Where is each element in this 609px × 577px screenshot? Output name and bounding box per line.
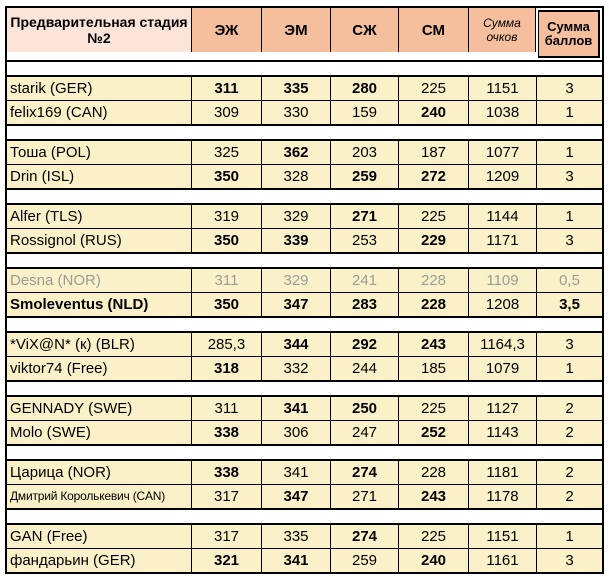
- match-balls: 3: [536, 229, 602, 252]
- score-ej: 350: [191, 293, 261, 316]
- total-points: 1164,3: [468, 333, 536, 356]
- score-em: 328: [261, 165, 330, 188]
- score-sm: 228: [398, 293, 468, 316]
- match-balls: 2: [536, 421, 602, 444]
- match-balls: 3: [536, 549, 602, 572]
- score-sm: 243: [398, 333, 468, 356]
- match-balls: 2: [536, 461, 602, 484]
- score-ej: 311: [191, 269, 261, 292]
- player-row: [7, 205, 602, 228]
- score-sm: 225: [398, 77, 468, 100]
- score-ej: 350: [191, 229, 261, 252]
- total-points: 1208: [468, 293, 536, 316]
- score-sm: 185: [398, 357, 468, 380]
- score-ej: 338: [191, 421, 261, 444]
- total-points: 1144: [468, 205, 536, 228]
- player-name: viktor74 (Free): [10, 360, 108, 377]
- table-header-row: [7, 6, 602, 62]
- score-sj: 259: [330, 165, 398, 188]
- player-name: felix169 (CAN): [10, 104, 108, 121]
- match-block: [7, 139, 602, 190]
- score-sj: 280: [330, 77, 398, 100]
- score-sm: 272: [398, 165, 468, 188]
- spacer: [7, 190, 602, 203]
- match-balls: 3,5: [536, 293, 602, 316]
- match-balls: 1: [536, 525, 602, 548]
- player-name: Drin (ISL): [10, 168, 75, 185]
- player-name: фандарьин (GER): [10, 552, 136, 569]
- player-row: [7, 397, 602, 420]
- score-sj: 159: [330, 101, 398, 124]
- score-sj: 250: [330, 397, 398, 420]
- match-balls: 1: [536, 141, 602, 164]
- player-row: [7, 548, 602, 572]
- stage-title: Предварительная стадия №2: [7, 8, 191, 52]
- player-name: GAN (Free): [10, 528, 88, 545]
- total-points: 1178: [468, 485, 536, 508]
- score-sm: 187: [398, 141, 468, 164]
- player-name: Alfer (TLS): [10, 208, 83, 225]
- score-ej: 350: [191, 165, 261, 188]
- total-points: 1161: [468, 549, 536, 572]
- player-row: [7, 484, 602, 508]
- score-em: 347: [261, 485, 330, 508]
- match-block: [7, 203, 602, 254]
- match-balls: 2: [536, 485, 602, 508]
- match-block: [7, 331, 602, 382]
- score-ej: 311: [191, 397, 261, 420]
- match-balls: 1: [536, 205, 602, 228]
- score-ej: 285,3: [191, 333, 261, 356]
- match-block: [7, 267, 602, 318]
- score-sm: 240: [398, 549, 468, 572]
- match-balls: 1: [536, 101, 602, 124]
- player-row: [7, 228, 602, 252]
- score-em: 335: [261, 77, 330, 100]
- player-name: Molo (SWE): [10, 424, 91, 441]
- score-sj: 253: [330, 229, 398, 252]
- match-block: [7, 523, 602, 574]
- score-sj: 274: [330, 525, 398, 548]
- column-header-sum-points: Сумма очков: [468, 8, 536, 52]
- total-points: 1209: [468, 165, 536, 188]
- score-em: 341: [261, 461, 330, 484]
- total-points: 1109: [468, 269, 536, 292]
- score-sj: 283: [330, 293, 398, 316]
- score-sm: 225: [398, 205, 468, 228]
- score-em: 362: [261, 141, 330, 164]
- match-balls: 3: [536, 165, 602, 188]
- player-row: [7, 269, 602, 292]
- column-header-ej: ЭЖ: [191, 8, 261, 52]
- player-name: Тоша (POL): [10, 144, 91, 161]
- match-balls: 0,5: [536, 269, 602, 292]
- player-name: Smoleventus (NLD): [10, 296, 149, 313]
- player-name: Rossignol (RUS): [10, 232, 122, 249]
- match-block: [7, 459, 602, 510]
- column-header-sj: СЖ: [330, 8, 398, 52]
- total-points: 1038: [468, 101, 536, 124]
- total-points: 1151: [468, 77, 536, 100]
- score-sm: 229: [398, 229, 468, 252]
- score-ej: 309: [191, 101, 261, 124]
- score-em: 329: [261, 205, 330, 228]
- score-ej: 317: [191, 525, 261, 548]
- player-row: [7, 420, 602, 444]
- player-row: [7, 525, 602, 548]
- player-name: starik (GER): [10, 80, 93, 97]
- score-sm: 252: [398, 421, 468, 444]
- total-points: 1181: [468, 461, 536, 484]
- score-ej: 319: [191, 205, 261, 228]
- spacer: [7, 446, 602, 459]
- score-sm: 228: [398, 269, 468, 292]
- spacer: [7, 318, 602, 331]
- match-balls: 3: [536, 77, 602, 100]
- player-row: [7, 333, 602, 356]
- spacer: [7, 382, 602, 395]
- total-points: 1077: [468, 141, 536, 164]
- player-name: Desna (NOR): [10, 272, 101, 289]
- score-em: 341: [261, 397, 330, 420]
- score-em: 332: [261, 357, 330, 380]
- column-header-sm: СМ: [398, 8, 468, 52]
- score-sm: 225: [398, 525, 468, 548]
- score-ej: 317: [191, 485, 261, 508]
- total-points: 1171: [468, 229, 536, 252]
- player-name: Дмитрий Королькевич (CAN): [10, 489, 166, 503]
- total-points: 1079: [468, 357, 536, 380]
- score-em: 341: [261, 549, 330, 572]
- score-sj: 292: [330, 333, 398, 356]
- score-sj: 271: [330, 205, 398, 228]
- score-sj: 203: [330, 141, 398, 164]
- column-header-sum-balls: Сумма баллов: [538, 10, 600, 58]
- match-block: [7, 395, 602, 446]
- score-em: 330: [261, 101, 330, 124]
- score-ej: 325: [191, 141, 261, 164]
- spacer: [7, 254, 602, 267]
- player-row: [7, 164, 602, 188]
- player-name: GENNADY (SWE): [10, 400, 133, 417]
- score-sm: 240: [398, 101, 468, 124]
- player-row: [7, 77, 602, 100]
- total-points: 1127: [468, 397, 536, 420]
- score-sj: 271: [330, 485, 398, 508]
- spacer: [7, 510, 602, 523]
- player-row: [7, 292, 602, 316]
- score-sm: 228: [398, 461, 468, 484]
- match-block: [7, 75, 602, 126]
- score-sj: 247: [330, 421, 398, 444]
- score-ej: 321: [191, 549, 261, 572]
- score-sm: 225: [398, 397, 468, 420]
- total-points: 1143: [468, 421, 536, 444]
- score-em: 344: [261, 333, 330, 356]
- spacer: [7, 62, 602, 75]
- score-em: 335: [261, 525, 330, 548]
- match-balls: 2: [536, 397, 602, 420]
- player-row: [7, 356, 602, 380]
- score-em: 329: [261, 269, 330, 292]
- player-name: Царица (NOR): [10, 464, 111, 481]
- score-em: 339: [261, 229, 330, 252]
- score-ej: 311: [191, 77, 261, 100]
- score-sj: 259: [330, 549, 398, 572]
- player-row: [7, 461, 602, 484]
- score-ej: 338: [191, 461, 261, 484]
- score-sm: 243: [398, 485, 468, 508]
- player-row: [7, 141, 602, 164]
- match-balls: 3: [536, 333, 602, 356]
- match-balls: 1: [536, 357, 602, 380]
- player-row: [7, 100, 602, 124]
- player-name: *ViX@N* (к) (BLR): [10, 336, 135, 353]
- score-sj: 274: [330, 461, 398, 484]
- score-em: 306: [261, 421, 330, 444]
- results-table: [5, 6, 604, 574]
- column-header-em: ЭМ: [261, 8, 330, 52]
- total-points: 1151: [468, 525, 536, 548]
- score-sj: 241: [330, 269, 398, 292]
- score-ej: 318: [191, 357, 261, 380]
- spacer: [7, 126, 602, 139]
- score-sj: 244: [330, 357, 398, 380]
- score-em: 347: [261, 293, 330, 316]
